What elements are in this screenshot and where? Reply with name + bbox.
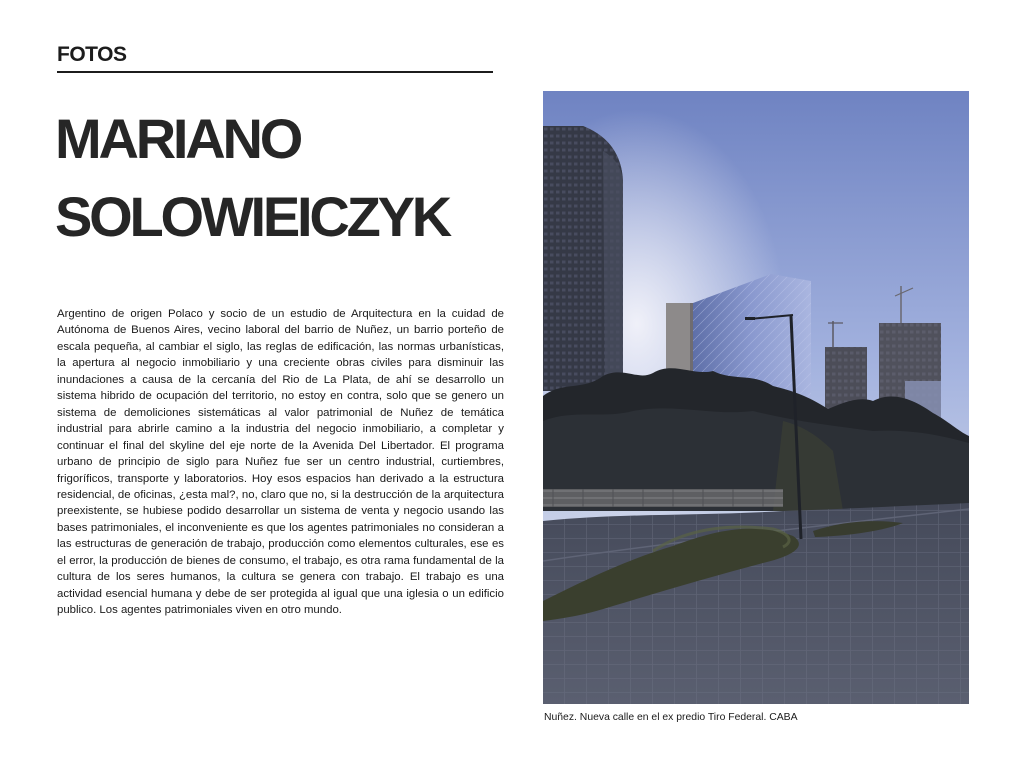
author-first-name: MARIANO [55,107,301,170]
section-label: FOTOS [57,43,127,66]
header-rule [57,71,493,73]
city-photo [543,91,969,704]
author-name [55,100,449,256]
photo-caption: Nuñez. Nueva calle en el ex predio Tiro Federal. CABA [544,712,798,723]
author-last-name: SOLOWIEICZYK [55,185,450,248]
bio-text: Argentino de origen Polaco y socio de un estudio de Arquitectura en la cuidad de Autónoma de Buenos Aires, vecino laboral del barrio de Nuñez, un barrio porteño de escala pequeña, al cambiar el siglo, las reglas de edificación, las normas urbanísticas, la apertura al negocio inmobiliario y una creciente obras civiles para disminuir las inundaciones a causa de la cercanía del Rio de La Plata, de ahí se desarrollo un sistema hibrido de ocupación del territorio, no estoy en contra, solo que se genero un sistema de demoliciones sistemáticas al valor patrimonial de Nuñez de temática industrial para abrirle camino a la industria del negocio inmobiliario, a completar y continuar el final del skyline del eje norte de la Avenida Del Libertador. El programa urbano de principio de siglo para Nuñez fue ser un centro industrial, curtiembres, frigoríficos, transporte y laboratorios. Hoy esos espacios han derivado a la estructura residencial, de oficinas, ¿esta mal?, no, claro que no, si la destrucción de la arquitectura preexistente, se hubiese podido desarrollar un sistema de venta y negocio usando las bases patrimoniales, el inconveniente es que los agentes patrimoniales no consideran a las estructuras de generación de trabajo, producción como elementos culturales, ese es el error, la producción de bienes de consumo, el trabajo, es otra rama fundamental de la cultura de los seres humanos, la cultura se genera con trabajo. El trabajo es una actividad esencial humana y debe de ser protegida al igual que una iglesia o un edificio publico. Los agentes patrimoniales viven en otro mundo. [57,308,504,617]
